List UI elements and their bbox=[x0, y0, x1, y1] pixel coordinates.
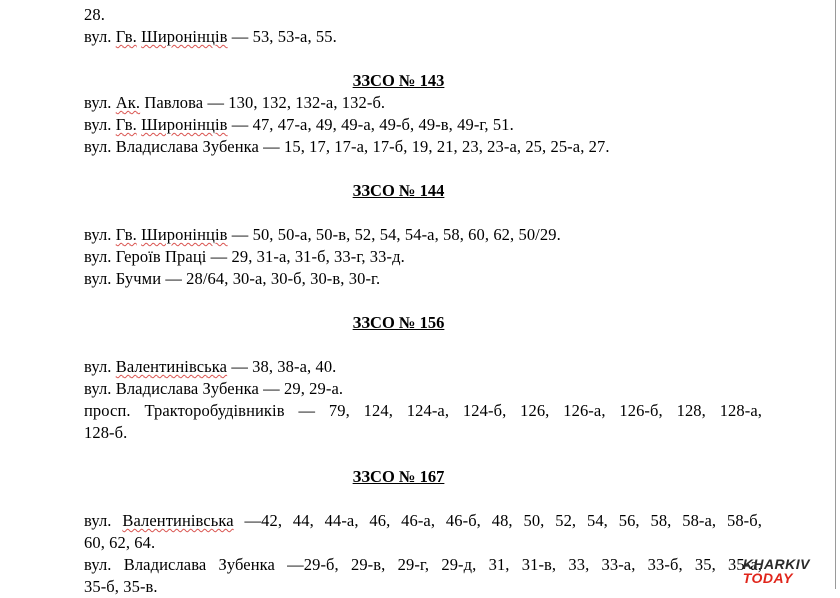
spacer bbox=[84, 202, 784, 224]
text-run: вул. bbox=[84, 115, 116, 134]
text-run: 35-б, 35-в. bbox=[84, 577, 158, 596]
address-line bbox=[84, 4, 784, 26]
school-heading: ЗЗСО № 156 bbox=[352, 313, 445, 332]
text-run: 60, 62, 64. bbox=[84, 533, 156, 552]
spellcheck-word: Широнінців bbox=[141, 225, 228, 244]
address-line bbox=[84, 92, 784, 114]
spacer bbox=[84, 290, 784, 312]
address-line bbox=[84, 356, 784, 378]
spellcheck-word: Гв. bbox=[115, 225, 137, 244]
address-line bbox=[84, 510, 762, 532]
text-run: вул. Бучми — 28/64, 30-а, 30-б, 30-в, 30-г. bbox=[84, 269, 381, 288]
watermark-line2: TODAY bbox=[742, 570, 793, 586]
address-line bbox=[84, 26, 784, 48]
spacer bbox=[84, 48, 784, 70]
spellcheck-word: Валентинівська bbox=[115, 357, 228, 376]
address-line bbox=[84, 422, 784, 444]
spacer bbox=[84, 334, 784, 356]
spellcheck-word: Гв. bbox=[115, 27, 137, 46]
text-run: вул. bbox=[84, 225, 116, 244]
spellcheck-word: Гв. bbox=[115, 115, 137, 134]
spacer bbox=[84, 444, 784, 466]
spellcheck-word: Широнінців bbox=[141, 27, 228, 46]
text-run: вул. bbox=[84, 93, 116, 112]
school-heading: ЗЗСО № 144 bbox=[352, 181, 445, 200]
text-run: 28. bbox=[84, 5, 105, 24]
address-line bbox=[84, 268, 784, 290]
text-run: — 47, 47-а, 49, 49-а, 49-б, 49-в, 49-г, 51. bbox=[227, 115, 514, 134]
document-body bbox=[84, 4, 784, 598]
address-line bbox=[84, 400, 762, 422]
spellcheck-word: Валентинівська bbox=[122, 511, 234, 530]
watermark-logo bbox=[743, 557, 810, 585]
address-line bbox=[84, 114, 784, 136]
text-run: вул. Владислава Зубенка —29-б, 29-в, 29-г, 29-д, 31, 31-в, 33, 33-а, 33-б, 35, 35-а, bbox=[84, 555, 762, 574]
address-line bbox=[84, 378, 784, 400]
text-run: — 38, 38-а, 40. bbox=[227, 357, 337, 376]
text-run: 128-б. bbox=[84, 423, 128, 442]
school-heading: ЗЗСО № 143 bbox=[352, 71, 445, 90]
text-run: вул. bbox=[84, 27, 116, 46]
address-line bbox=[84, 576, 784, 598]
text-run: вул. Владислава Зубенка — 29, 29-а. bbox=[84, 379, 344, 398]
page-edge bbox=[835, 0, 836, 589]
address-line bbox=[84, 224, 784, 246]
spacer bbox=[84, 158, 784, 180]
text-run: просп. Тракторобудівників — 79, 124, 124-а, 124-б, 126, 126-а, 126-б, 128, 128-а, bbox=[84, 401, 762, 420]
text-run: Павлова — 130, 132, 132-а, 132-б. bbox=[140, 93, 386, 112]
address-line bbox=[84, 554, 762, 576]
spellcheck-word: Ак. bbox=[115, 93, 141, 112]
watermark-line1: KHARKIV bbox=[742, 556, 810, 572]
text-run: — 50, 50-а, 50-в, 52, 54, 54-а, 58, 60, 62, 50/29. bbox=[227, 225, 561, 244]
spacer bbox=[84, 488, 784, 510]
spellcheck-word: Широнінців bbox=[141, 115, 228, 134]
text-run: вул. Владислава Зубенка — 15, 17, 17-а, 17-б, 19, 21, 23, 23-а, 25, 25-а, 27. bbox=[84, 137, 610, 156]
text-run: вул. Героїв Праці — 29, 31-а, 31-б, 33-г, 33-д. bbox=[84, 247, 405, 266]
text-run: —42, 44, 44-а, 46, 46-а, 46-б, 48, 50, 52, 54, 56, 58, 58-а, 58-б, bbox=[233, 511, 762, 530]
school-heading: ЗЗСО № 167 bbox=[352, 467, 445, 486]
text-run: вул. bbox=[84, 511, 123, 530]
address-line bbox=[84, 246, 784, 268]
text-run: — 53, 53-а, 55. bbox=[227, 27, 337, 46]
text-run: вул. bbox=[84, 357, 116, 376]
address-line bbox=[84, 532, 784, 554]
address-line bbox=[84, 136, 784, 158]
